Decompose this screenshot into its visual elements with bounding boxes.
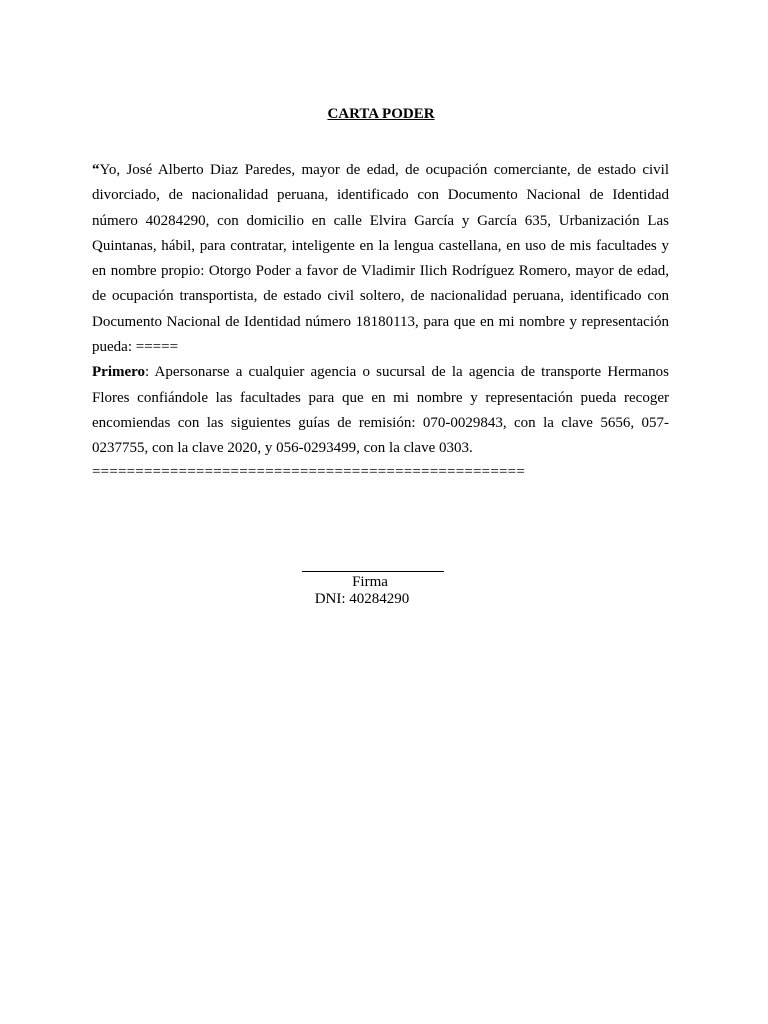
- document-body: [92, 158, 669, 482]
- paragraph-grant-of-power: [92, 158, 669, 360]
- paragraph-first-clause: [92, 360, 669, 461]
- paragraph-grant-text: Yo, José Alberto Diaz Paredes, mayor de edad, de ocupación comerciante, de estado civil divorciado, de nacionalidad peruana, identificado con Documento Nacional de Identidad número 40284290, con domicilio en calle Elvira García y García 635, Urbanización Las Quintanas, hábil, para contratar, inteligente en la lengua castellana, en uso de mis facultades y en nombre propio: Otorgo Poder a favor de Vladimir Ilich Rodríguez Romero, mayor de edad, de ocupación transportista, de estado civil soltero, de nacionalidad peruana, identificado con Documento Nacional de Identidad número 18180113, para que en mi nombre y representación pueda: =====: [92, 162, 669, 356]
- first-clause-text: : Apersonarse a cualquier agencia o sucursal de la agencia de transporte Hermanos Flores confiándole las facultades para que en mi nombre y representación pueda recoger encomiendas con las siguientes guías de remisión: 070-0029843, con la clave 5656, 057-0237755, con la clave 2020, y 056-0293499, con la clave 0303.: [92, 364, 669, 457]
- signature-line: [302, 571, 444, 572]
- signature-dni: DNI: 40284290: [314, 591, 410, 607]
- signature-label: Firma: [352, 574, 388, 590]
- document-title: CARTA PODER: [327, 106, 435, 122]
- first-clause-label: Primero: [92, 364, 146, 381]
- separator-line: ==================================================: [92, 463, 525, 480]
- opening-quote: “: [92, 162, 100, 178]
